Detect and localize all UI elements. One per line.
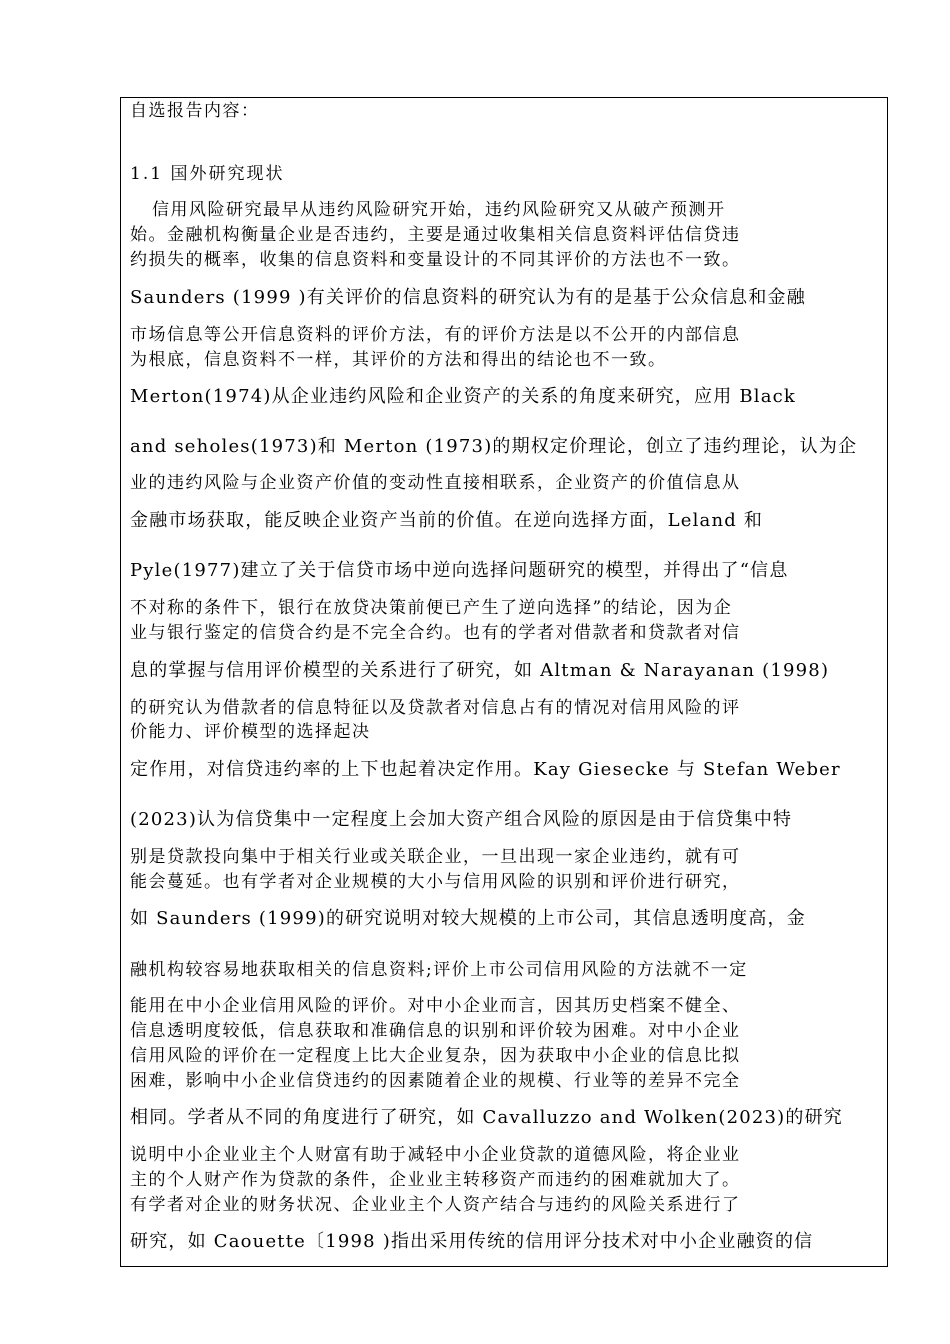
body-line: 困难，影响中小企业信贷违约的因素随着企业的规模、行业等的差异不完全	[130, 1071, 741, 1091]
body-line: 的研究认为借款者的信息特征以及贷款者对信息占有的情况对信用风险的评	[130, 698, 741, 718]
body-line: 如 Saunders (1999)的研究说明对较大规模的上市公司，其信息透明度高，金	[130, 908, 806, 929]
body-line: 息的掌握与信用评价模型的关系进行了研究，如 Altman & Narayanan (1998)	[130, 660, 830, 681]
section-label: 自选报告内容：	[130, 101, 260, 121]
body-line: 信用风险研究最早从违约风险研究开始，违约风险研究又从破产预测开	[152, 200, 726, 220]
body-line: 主的个人财产作为贷款的条件，企业业主转移资产而违约的困难就加大了。	[130, 1170, 741, 1190]
body-line: Merton(1974)从企业违约风险和企业资产的关系的角度来研究，应用 Black	[130, 386, 797, 407]
body-line: 市场信息等公开信息资料的评价方法，有的评价方法是以不公开的内部信息	[130, 325, 741, 345]
body-line: (2023)认为信贷集中一定程度上会加大资产组合风险的原因是由于信贷集中特	[130, 809, 793, 830]
body-line: 为根底，信息资料不一样，其评价的方法和得出的结论也不一致。	[130, 350, 667, 370]
body-line: 信用风险的评价在一定程度上比大企业复杂，因为获取中小企业的信息比拟	[130, 1046, 741, 1066]
body-line: 价能力、评价模型的选择起决	[130, 722, 371, 742]
body-line: 说明中小企业业主个人财富有助于减轻中小企业贷款的道德风险，将企业业	[130, 1145, 741, 1165]
body-line: 信息透明度较低，信息获取和准确信息的识别和评价较为困难。对中小企业	[130, 1021, 741, 1041]
body-line: 别是贷款投向集中于相关行业或关联企业，一旦出现一家企业违约，就有可	[130, 847, 741, 867]
body-line: 约损失的概率，收集的信息资料和变量设计的不同其评价的方法也不一致。	[130, 250, 741, 270]
body-line: 始。金融机构衡量企业是否违约，主要是通过收集相关信息资料评估信贷违	[130, 225, 741, 245]
body-line: 相同。学者从不同的角度进行了研究，如 Cavalluzzo and Wolken(2023)的研究	[130, 1107, 844, 1128]
body-line: Pyle(1977)建立了关于信贷市场中逆向选择问题研究的模型，并得出了“信息	[130, 560, 789, 581]
body-line: Saunders (1999 )有关评价的信息资料的研究认为有的是基于公众信息和金融	[130, 287, 806, 308]
body-line: 定作用，对信贷违约率的上下也起着决定作用。Kay Giesecke 与 Stefan Weber	[130, 759, 841, 780]
body-line: 能会蔓延。也有学者对企业规模的大小与信用风险的识别和评价进行研究，	[130, 872, 741, 892]
body-line: 不对称的条件下，银行在放贷决策前便已产生了逆向选择”的结论，因为企	[130, 598, 733, 618]
body-line: 研究，如 Caouette〔1998 )指出采用传统的信用评分技术对中小企业融资的信	[130, 1231, 814, 1252]
body-line: and seholes(1973)和 Merton (1973)的期权定价理论，创立了违约理论，认为企	[130, 436, 858, 457]
body-line: 融机构较容易地获取相关的信息资料;评价上市公司信用风险的方法就不一定	[130, 960, 748, 980]
body-line: 业与银行鉴定的信贷合约是不完全合约。也有的学者对借款者和贷款者对信	[130, 623, 741, 643]
body-line: 业的违约风险与企业资产价值的变动性直接相联系，企业资产的价值信息从	[130, 473, 741, 493]
body-line: 能用在中小企业信用风险的评价。对中小企业而言，因其历史档案不健全、	[130, 996, 741, 1016]
section-heading: 1.1 国外研究现状	[130, 164, 285, 184]
body-line: 有学者对企业的财务状况、企业业主个人资产结合与违约的风险关系进行了	[130, 1195, 741, 1215]
body-line: 金融市场获取，能反映企业资产当前的价值。在逆向选择方面，Leland 和	[130, 510, 764, 531]
